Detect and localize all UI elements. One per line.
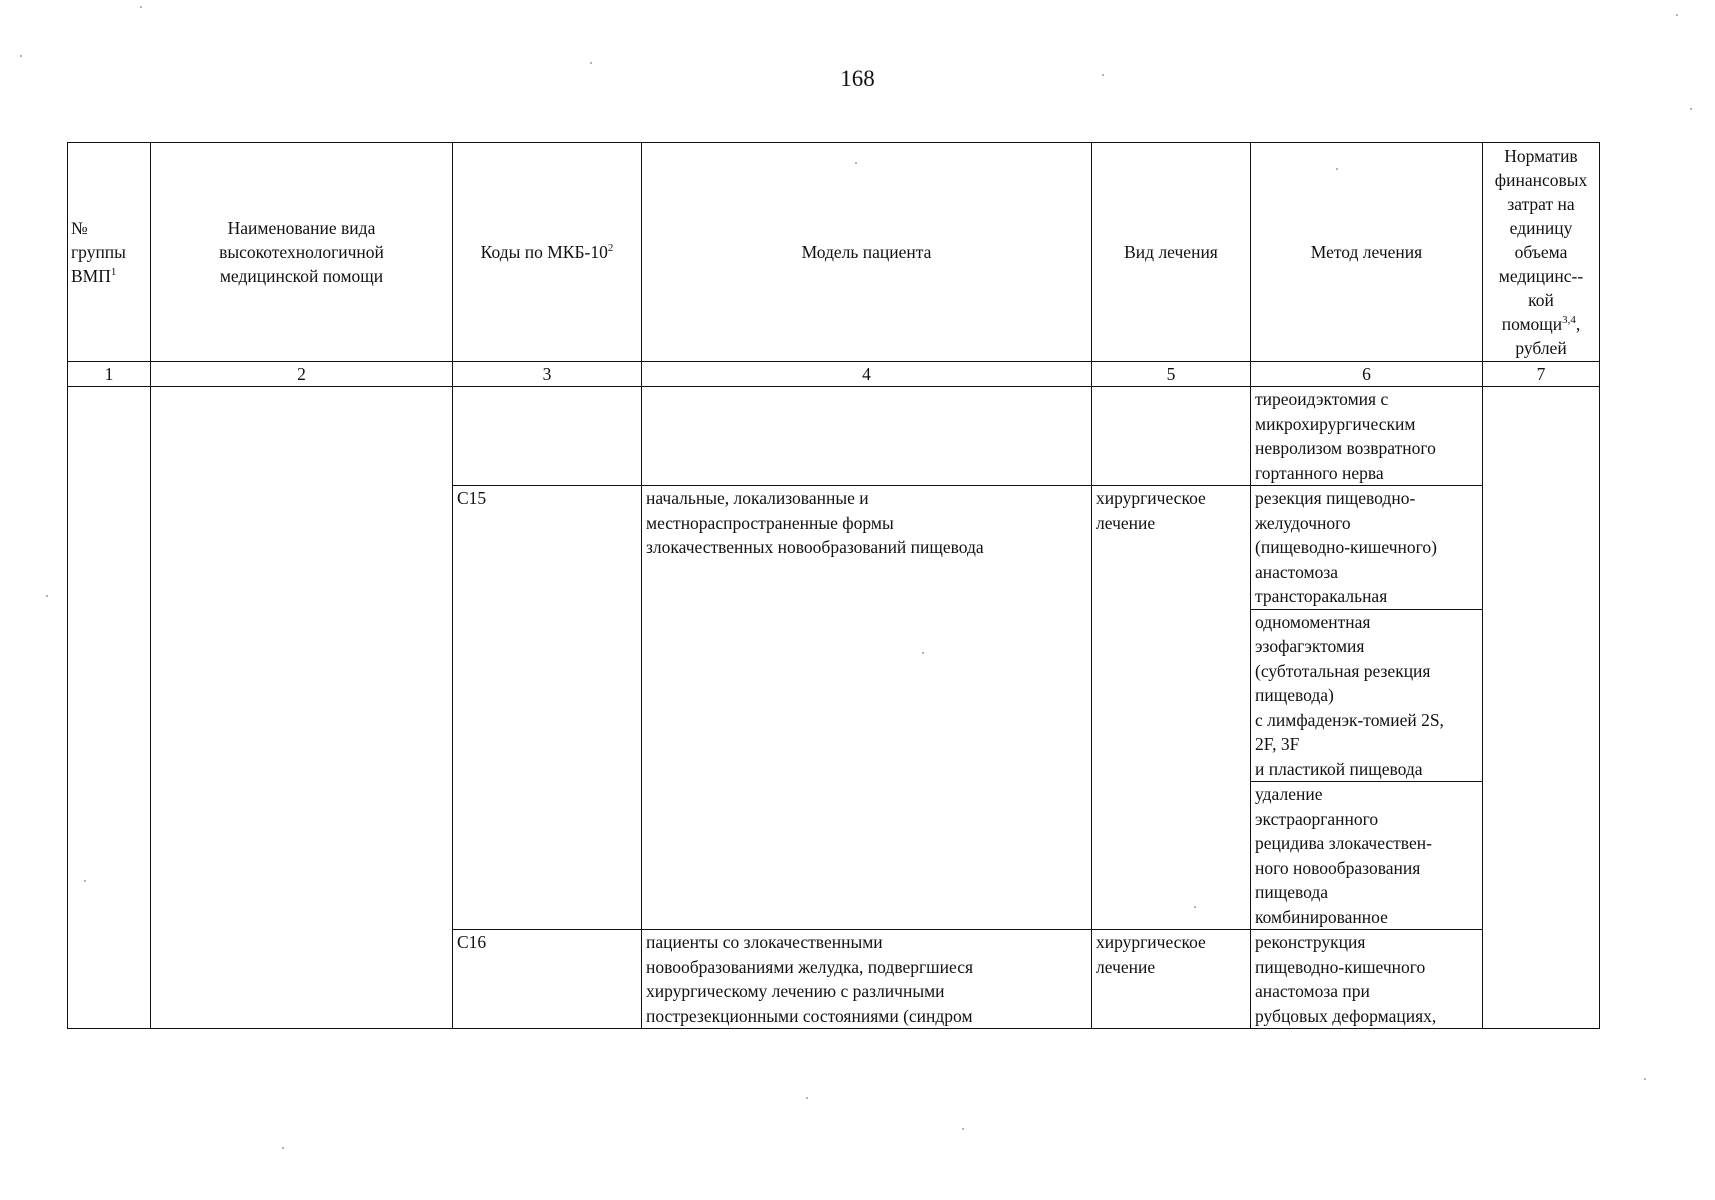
header-line: Наименование вида (227, 218, 376, 238)
header-line: единицу (1509, 218, 1573, 238)
treatment-method-cell (1251, 486, 1483, 610)
treatment-method-line: пищеводно-кишечного (1255, 956, 1426, 977)
treatment-method-line: (пищеводно-кишечного) (1255, 537, 1437, 557)
group-number-cell (68, 387, 151, 1029)
header-line: № (71, 218, 88, 238)
header-line: Коды по МКБ-$10^2$ (480, 242, 614, 262)
treatment-type-cell (1092, 387, 1251, 486)
column-number: 4 (642, 362, 1092, 387)
patient-model-line: пострезекционными состояниями (синдром (646, 1005, 973, 1026)
treatment-method-line: микрохирургическим (1255, 413, 1416, 434)
icd-code-cell (453, 387, 642, 486)
header-line: Вид лечения (1124, 242, 1218, 262)
header-line: рублей (1515, 338, 1567, 358)
scan-speck (1102, 74, 1104, 76)
treatment-method-line: экстраорганного (1255, 808, 1379, 829)
header-line: Норматив (1504, 146, 1578, 166)
header-line: кой (1528, 290, 1554, 310)
footnote-ref: 2 (607, 242, 614, 255)
treatment-method-cell (1251, 930, 1483, 1029)
header-line: затрат на (1507, 194, 1575, 214)
treatment-method-line: рубцовых деформациях, (1255, 1005, 1437, 1026)
header-cell-5 (1092, 143, 1251, 362)
treatment-method-cell (1251, 609, 1483, 782)
patient-model-cell (642, 930, 1092, 1029)
treatment-method-line: рецидива злокачествен- (1255, 833, 1432, 853)
treatment-method-line: и пластикой пищевода (1255, 758, 1423, 779)
header-line: финансовых (1494, 170, 1588, 190)
scan-speck (1336, 168, 1338, 170)
treatment-method-cell (1251, 782, 1483, 930)
header-punct: , (1575, 314, 1581, 334)
patient-model-line: хирургическому лечению с различными (646, 981, 945, 1001)
treatment-method-line: пищевода) (1255, 685, 1334, 705)
patient-model-line: пациенты со злокачественными (646, 932, 883, 952)
scan-speck (590, 62, 592, 64)
header-line: объема (1514, 242, 1568, 262)
header-cell-7 (1483, 143, 1600, 362)
scan-speck (962, 1128, 964, 1130)
treatment-method-line: анастомоза при (1255, 981, 1370, 1001)
treatment-type-line: хирургическое (1096, 932, 1206, 952)
scan-speck (1194, 906, 1196, 908)
header-line: помощи$^{3,4}$, (1501, 314, 1581, 334)
column-number: 6 (1251, 362, 1483, 387)
scan-speck (1676, 14, 1678, 16)
header-cell-6 (1251, 143, 1483, 362)
icd-code-cell: C15 (453, 486, 642, 930)
header-line: Метод лечения (1310, 242, 1423, 262)
treatment-type-line: лечение (1096, 512, 1156, 533)
treatment-method-line: резекция пищеводно- (1255, 488, 1416, 508)
column-number: 5 (1092, 362, 1251, 387)
treatment-method-line: комбинированное (1255, 906, 1388, 927)
cost-norm-cell (1483, 387, 1600, 1029)
patient-model-line: злокачественных новообразований пищевода (646, 537, 984, 557)
icd-code-cell: C16 (453, 930, 642, 1029)
treatment-method-line: реконструкция (1255, 932, 1366, 952)
header-line: медицинской помощи (219, 266, 384, 286)
page-number: 168 (840, 66, 875, 91)
header-cell-1 (68, 143, 151, 362)
treatment-method-line: пищевода (1255, 882, 1329, 902)
header-cell-2 (151, 143, 453, 362)
treatment-method-line: желудочного (1255, 512, 1351, 533)
treatment-type-line: лечение (1096, 956, 1156, 977)
header-line: ВМП$^1$ (71, 266, 117, 286)
column-number: 1 (68, 362, 151, 387)
treatment-method-line: одномоментная (1255, 611, 1371, 632)
scan-speck (20, 55, 22, 57)
column-number: 2 (151, 362, 453, 387)
scan-speck (922, 652, 924, 654)
patient-model-cell (642, 387, 1092, 486)
vmp-name-cell (151, 387, 453, 1029)
patient-model-line: начальные, локализованные и (646, 488, 869, 508)
column-number: 7 (1483, 362, 1600, 387)
treatment-type-line: хирургическое (1096, 488, 1206, 508)
treatment-method-line: 2F, 3F (1255, 734, 1300, 754)
footnote-ref: 1 (110, 266, 117, 279)
treatment-method-line: гортанного нерва (1255, 462, 1384, 483)
treatment-type-cell (1092, 930, 1251, 1029)
scan-speck (806, 1097, 808, 1099)
scan-speck (46, 595, 48, 597)
header-row (68, 143, 1600, 362)
treatment-method-line: ного новообразования (1255, 857, 1421, 878)
treatment-method-line: (субтотальная резекция (1255, 660, 1431, 681)
scan-speck (282, 1147, 284, 1149)
column-number: 3 (453, 362, 642, 387)
patient-model-line: новообразованиями желудка, подвергшиеся (646, 956, 974, 977)
treatment-method-line: невролизом возвратного (1255, 438, 1436, 458)
treatment-method-cell (1251, 387, 1483, 486)
patient-model-line: местнораспространенные формы (646, 512, 894, 533)
header-cell-4 (642, 143, 1092, 362)
footnote-ref: 3,4 (1562, 314, 1576, 327)
scan-speck (1690, 108, 1692, 110)
treatment-method-line: трансторакальная (1255, 586, 1388, 606)
column-number-row (68, 362, 1600, 387)
scan-speck (855, 162, 857, 164)
treatment-method-line: тиреоидэктомия с (1255, 389, 1389, 409)
vmp-table (67, 142, 1600, 1029)
patient-model-cell (642, 486, 1092, 930)
treatment-method-line: анастомоза (1255, 561, 1339, 582)
header-line: высокотехнологичной (219, 242, 384, 262)
header-cell-3 (453, 143, 642, 362)
header-line: группы (71, 242, 126, 262)
header-line: медицинс-- (1498, 266, 1584, 286)
treatment-method-line: эзофагэктомия (1255, 636, 1365, 656)
treatment-method-line: удаление (1255, 784, 1323, 804)
scan-speck (84, 880, 86, 882)
header-line: Модель пациента (801, 242, 932, 262)
scan-speck (140, 6, 142, 8)
table-row (68, 387, 1600, 486)
treatment-type-cell (1092, 486, 1251, 930)
treatment-method-line: с лимфаденэк-томией 2S, (1255, 709, 1444, 730)
scan-speck (1644, 1078, 1646, 1080)
